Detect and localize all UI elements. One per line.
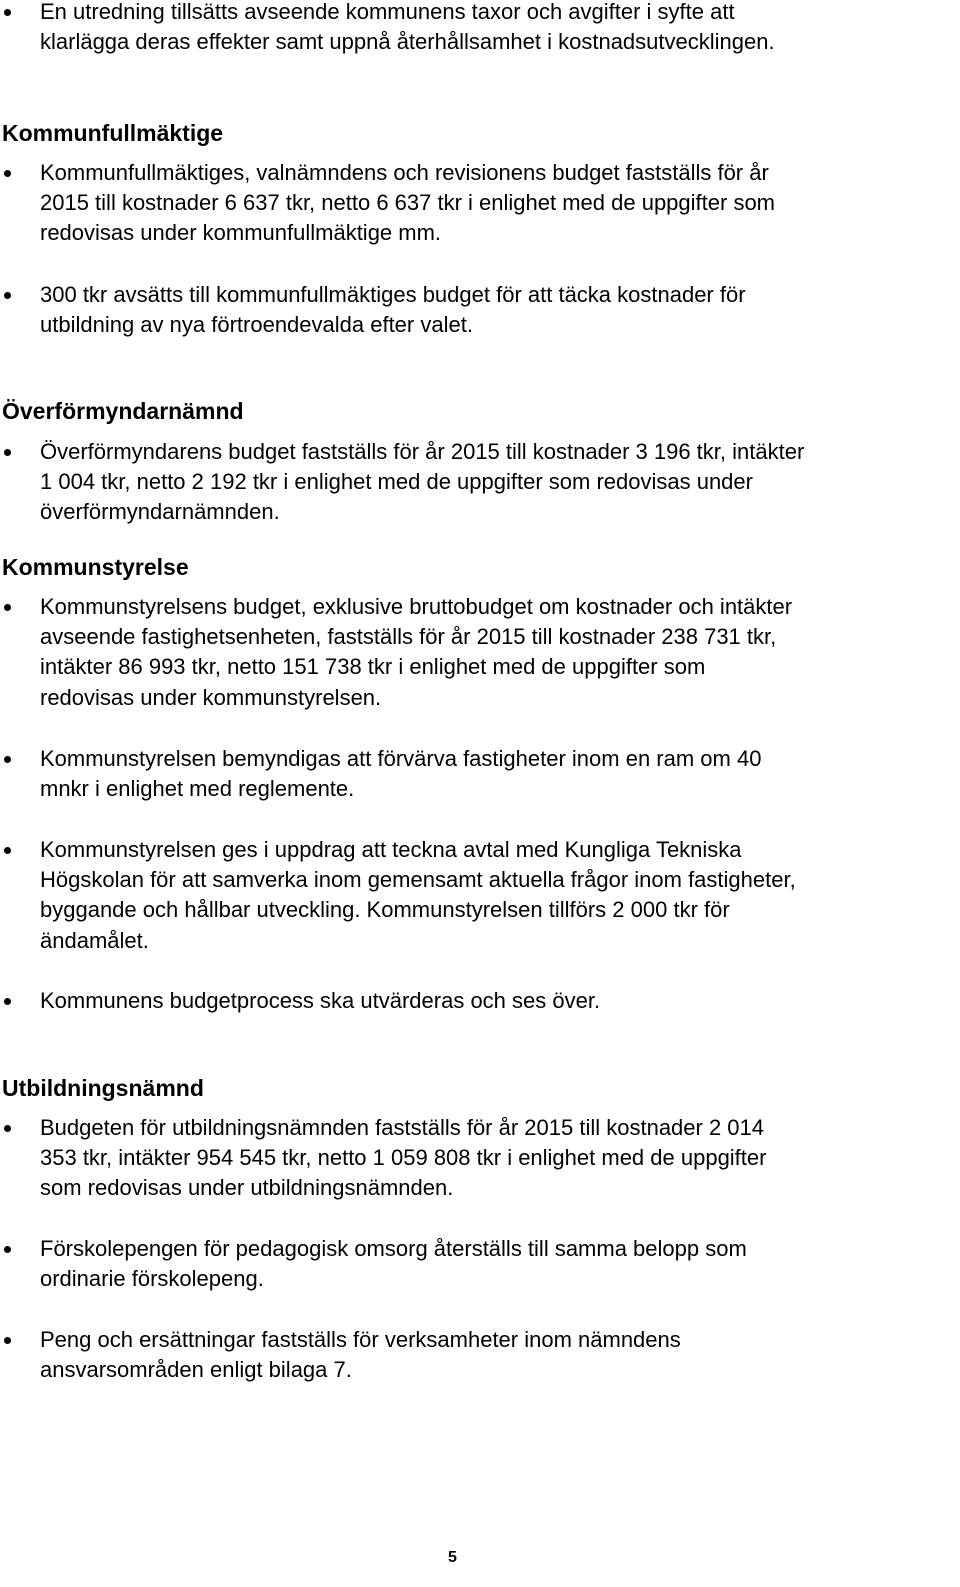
- list-item-text: Kommunfullmäktiges, valnämndens och revisionens budget fastställs för år 2015 till kostnader 6 637 tkr, netto 6 637 tkr i enlighet med de uppgifter som redovisas under kommunfullmäktige mm.: [40, 160, 776, 246]
- bullet-icon: [4, 756, 11, 763]
- list-item-text: Budgeten för utbildningsnämnden fastställs för år 2015 till kostnader 2 014 353 tkr, intäkter 954 545 tkr, netto 1 059 808 tkr i enlighet med de uppgifter som redovisas under utbildningsnämnden.: [40, 1115, 767, 1201]
- list-item-text: Överförmyndarens budget fastställs för år 2015 till kostnader 3 196 tkr, intäkter 1 004 tkr, netto 2 192 tkr i enlighet med de uppgifter som redovisas under överförmyndarnämnden.: [40, 439, 805, 525]
- list-item-text: Kommunens budgetprocess ska utvärderas och ses över.: [40, 988, 601, 1013]
- list-item-text: Kommunstyrelsen bemyndigas att förvärva fastigheter inom en ram om 40 mnkr i enlighet med reglemente.: [40, 746, 762, 802]
- list-item-text: Förskolepengen för pedagogisk omsorg återställs till samma belopp som ordinarie förskolepeng.: [40, 1236, 747, 1292]
- list-item-text: Kommunstyrelsens budget, exklusive bruttobudget om kostnader och intäkter avseende fastighetsenheten, fastställs för år 2015 till kostnader 238 731 tkr, intäkter 86 993 tkr, netto 151 738 tkr i enlighet med de uppgifter som redovisas under kommunstyrelsen.: [40, 594, 793, 710]
- bullet-icon: [4, 9, 11, 16]
- bullet-icon: [4, 998, 11, 1005]
- section-heading-kommunstyrelse: Kommunstyrelse: [2, 554, 189, 580]
- list-item-text: Peng och ersättningar fastställs för verksamheter inom nämndens ansvarsområden enligt bilaga 7.: [40, 1327, 681, 1383]
- list-item-text: 300 tkr avsätts till kommunfullmäktiges budget för att täcka kostnader för utbildning av nya förtroendevalda efter valet.: [40, 282, 746, 338]
- section-heading-utbildningsnamnd: Utbildningsnämnd: [2, 1075, 204, 1101]
- list-item-text: En utredning tillsätts avseende kommunens taxor och avgifter i syfte att klarlägga deras effekter samt uppnå återhållsamhet i kostnadsutvecklingen.: [40, 0, 775, 55]
- bullet-icon: [4, 170, 11, 177]
- bullet-icon: [4, 292, 11, 299]
- list-item-text: Kommunstyrelsen ges i uppdrag att teckna avtal med Kungliga Tekniska Högskolan för att samverka inom gemensamt aktuella frågor inom fastigheter, byggande och hållbar utveckling. Kommunstyrelsen tillförs 2 000 tkr för ändamålet.: [40, 837, 796, 953]
- bullet-icon: [4, 604, 11, 611]
- section-heading-kommunfullmaktige: Kommunfullmäktige: [2, 120, 224, 146]
- bullet-icon: [4, 1125, 11, 1132]
- page-number: 5: [448, 1549, 457, 1566]
- bullet-icon: [4, 449, 11, 456]
- bullet-icon: [4, 847, 11, 854]
- bullet-icon: [4, 1246, 11, 1253]
- bullet-icon: [4, 1337, 11, 1344]
- section-heading-overformyndarnamnd: Överförmyndarnämnd: [2, 398, 244, 424]
